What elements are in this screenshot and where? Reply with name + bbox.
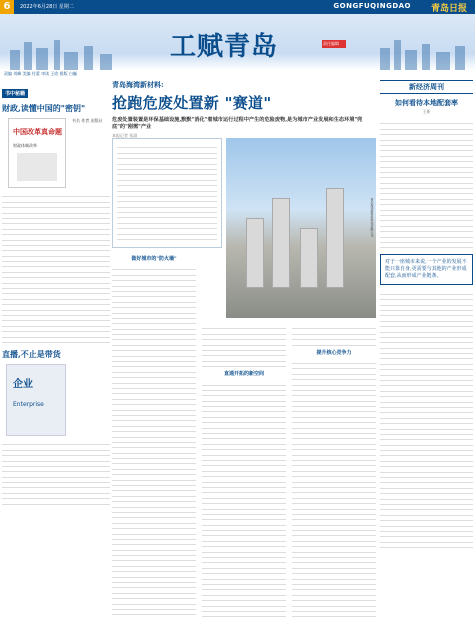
enterprise-title: 直播,不止是带货 <box>2 348 61 359</box>
tank-icon <box>326 188 344 288</box>
editor-info: 责编 刘峰 美编 付蕾 审读 王欣 排版 白巍 <box>4 71 77 76</box>
editor-badge: 责任编辑 <box>322 40 346 48</box>
enterprise-section <box>2 349 110 505</box>
left-column <box>2 80 110 505</box>
article-subheading-1: 做好城市的"防火墙" <box>131 256 177 262</box>
article-byline: 本报记者 张淑 <box>112 133 138 138</box>
book-cover-image <box>17 153 57 181</box>
article-column-2 <box>202 324 286 620</box>
page-number: 6 <box>0 0 14 14</box>
column-logo: 新经济周刊 <box>380 80 473 94</box>
article-kicker: 青岛海湾新材料: <box>112 80 164 89</box>
tank-icon <box>300 228 318 288</box>
section-brand: GONGFUQINGDAO <box>333 2 411 10</box>
column-title: 如何看待本地配套率 <box>395 98 458 107</box>
column-body-bottom <box>380 289 473 548</box>
article-subheading-3: 提升核心竞争力 <box>316 349 352 356</box>
enterprise-body <box>2 440 110 505</box>
photo-caption: 青岛海湾新材料科技有限公司 <box>370 198 374 237</box>
book-info: 书名 作者 出版社 <box>72 118 103 123</box>
top-bar <box>0 0 475 14</box>
article-column-3 <box>292 324 376 620</box>
book-cover-title: 中国改革真命题 <box>13 127 62 136</box>
main-article <box>112 80 376 378</box>
article-headline: 抢跑危废处置新 "赛道" <box>112 94 272 112</box>
factory-photo <box>226 138 376 318</box>
pull-quote: 对于一座城市来说,一个产业的发展不能只靠自身,更需要与其他的产业形成配套,从而形成产业链条。 <box>380 254 473 285</box>
enterprise-book-cover <box>6 364 66 436</box>
tank-icon <box>246 218 264 288</box>
enterprise-cover-text-2: Enterprise <box>13 400 44 408</box>
book-cover-subtitle: 财政体制改革 <box>13 143 37 148</box>
book-review-title: 财政,读懂中国的"密钥" <box>2 103 86 113</box>
page-title: 工赋青岛 <box>170 32 279 62</box>
tank-icon <box>272 198 290 288</box>
article-subhead: 危废处置装置是环保基础设施,默默"消化"着城市运行过程中产生的危险废物,是为城市产业发展和生态环境"兜底"的"刚需"产业 <box>112 117 363 130</box>
book-cover <box>8 118 66 188</box>
section-tag: 书中秘籍 <box>2 89 28 98</box>
column-author: 王新 <box>422 109 431 114</box>
article-lead-box <box>112 138 222 248</box>
enterprise-cover-text-1: 企业 <box>13 378 33 390</box>
right-column <box>380 80 473 548</box>
article-subheading-2: 直通开拓的新空间 <box>223 371 264 378</box>
column-body-top <box>380 119 473 248</box>
book-review-body <box>2 192 110 343</box>
masthead <box>0 14 475 70</box>
issue-date: 2022年6月28日 星期二 <box>20 4 74 10</box>
newspaper-logo: 青岛日报 <box>430 4 467 14</box>
article-column-1 <box>112 252 196 620</box>
